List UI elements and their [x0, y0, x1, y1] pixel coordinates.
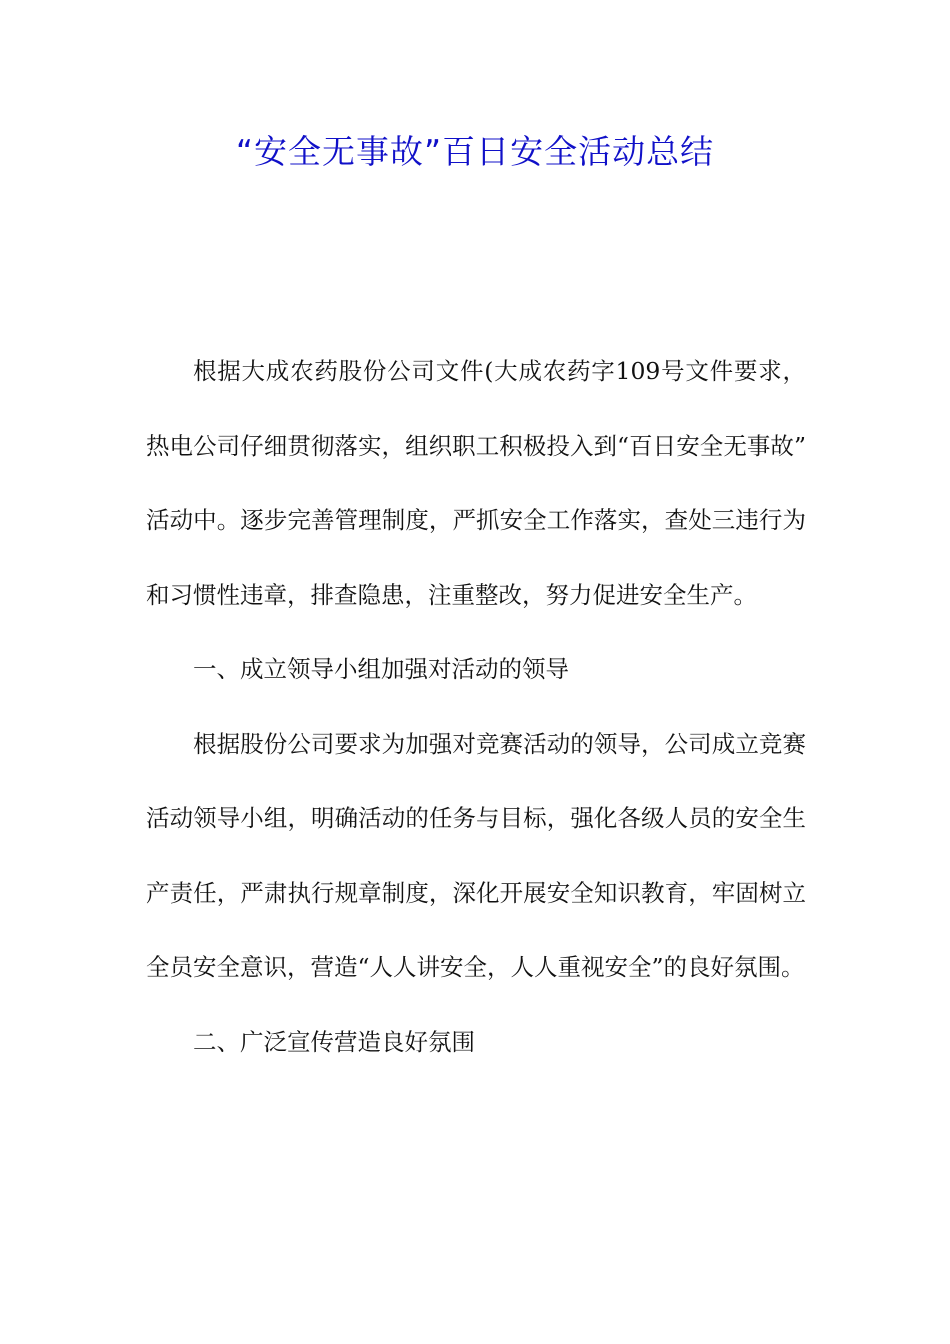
- document-title: “安全无事故”百日安全活动总结: [235, 132, 715, 171]
- paragraph-section-1: 根据股份公司要求为加强对竞赛活动的领导，公司成立竞赛活动领导小组，明确活动的任务与目标，强化各级人员的安全生产责任，严肃执行规章制度，深化开展安全知识教育，牢固树立全员安全意识，营造“人人讲安全，人人重视安全”的良好氛围。: [146, 729, 806, 981]
- section-heading-2: 二、广泛宣传营造良好氛围: [193, 1027, 475, 1056]
- section-heading-1: 一、成立领导小组加强对活动的领导: [193, 655, 569, 683]
- document-body: [146, 334, 806, 1079]
- paragraph-intro: 根据大成农药股份公司文件(大成农药字109号文件要求，热电公司仔细贯彻落实，组织职工积极投入到“百日安全无事故”活动中。逐步完善管理制度，严抓安全工作落实，查处三违行为和习惯性违章，排查隐患，注重整改，努力促进安全生产。: [146, 357, 806, 609]
